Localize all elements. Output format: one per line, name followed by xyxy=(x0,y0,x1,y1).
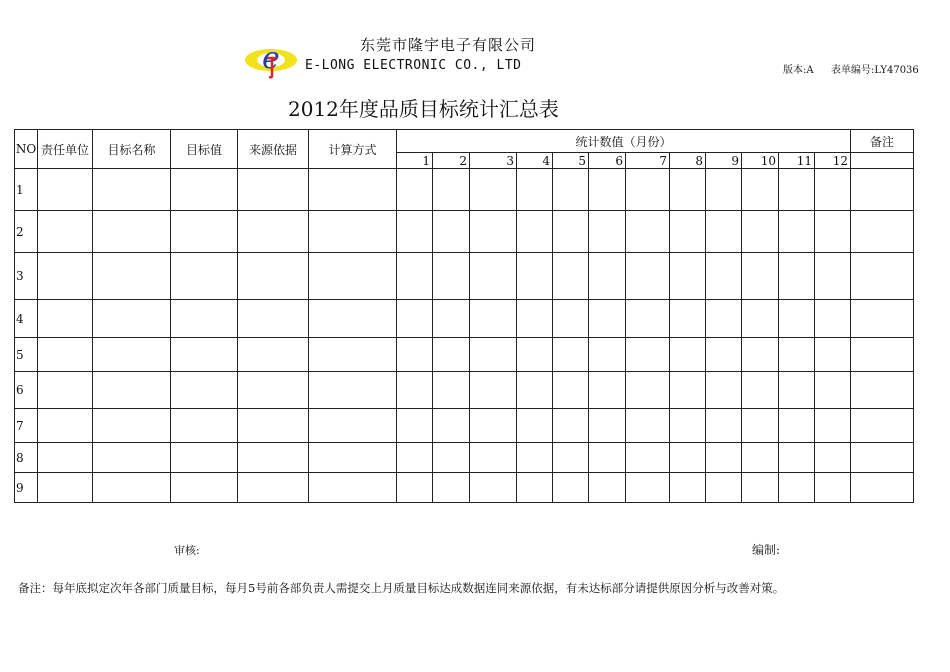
table-cell[interactable] xyxy=(38,211,93,253)
table-cell[interactable] xyxy=(309,169,397,211)
table-cell[interactable] xyxy=(779,372,815,409)
table-cell[interactable] xyxy=(815,211,851,253)
table-cell[interactable] xyxy=(397,211,433,253)
table-row xyxy=(15,443,914,473)
month-header: 5 xyxy=(553,153,589,169)
table-cell[interactable] xyxy=(553,443,589,473)
month-header: 7 xyxy=(626,153,670,169)
table-cell[interactable] xyxy=(93,169,171,211)
row-number: 4 xyxy=(15,300,38,338)
table-cell[interactable] xyxy=(670,211,706,253)
header-unit: 责任单位 xyxy=(38,130,93,169)
table-cell[interactable] xyxy=(815,372,851,409)
table-cell[interactable] xyxy=(470,253,517,300)
table-cell[interactable] xyxy=(397,372,433,409)
table-cell[interactable] xyxy=(742,169,779,211)
table-cell[interactable] xyxy=(470,443,517,473)
table-cell[interactable] xyxy=(309,473,397,503)
table-cell[interactable] xyxy=(589,443,626,473)
row-number: 1 xyxy=(15,169,38,211)
table-cell[interactable] xyxy=(553,409,589,443)
table-cell[interactable] xyxy=(706,211,742,253)
remark-subheader xyxy=(851,153,914,169)
header-target-name: 目标名称 xyxy=(93,130,171,169)
row-number: 8 xyxy=(15,443,38,473)
company-name-cn: 东莞市隆宇电子有限公司 xyxy=(360,36,537,54)
table-cell[interactable] xyxy=(589,211,626,253)
table-cell[interactable] xyxy=(433,372,470,409)
company-name-en: E-LONG ELECTRONIC CO., LTD xyxy=(305,58,522,73)
header-source: 来源依据 xyxy=(238,130,309,169)
table-cell[interactable] xyxy=(171,253,238,300)
month-header: 12 xyxy=(815,153,851,169)
month-header: 8 xyxy=(670,153,706,169)
table-cell[interactable] xyxy=(309,409,397,443)
table-cell[interactable] xyxy=(670,473,706,503)
table-cell[interactable] xyxy=(433,253,470,300)
table-cell[interactable] xyxy=(742,253,779,300)
logo-letter-icon: e xyxy=(262,41,280,76)
page-title: 2012年度品质目标统计汇总表 xyxy=(288,97,559,121)
table-cell[interactable] xyxy=(589,253,626,300)
table-cell[interactable] xyxy=(171,338,238,372)
table-cell[interactable] xyxy=(589,300,626,338)
header-no: NO xyxy=(15,130,38,169)
form-number: 表单编号:LY47036 xyxy=(831,65,919,76)
table-cell[interactable] xyxy=(670,169,706,211)
company-logo xyxy=(243,38,299,80)
table-cell[interactable] xyxy=(626,409,670,443)
table-cell[interactable] xyxy=(553,338,589,372)
table-cell[interactable] xyxy=(670,338,706,372)
table-cell[interactable] xyxy=(779,253,815,300)
table-cell[interactable] xyxy=(553,211,589,253)
table-cell[interactable] xyxy=(670,300,706,338)
table-cell[interactable] xyxy=(670,443,706,473)
table-cell[interactable] xyxy=(851,409,914,443)
month-header: 6 xyxy=(589,153,626,169)
table-cell[interactable] xyxy=(397,409,433,443)
table-cell[interactable] xyxy=(851,338,914,372)
table-cell[interactable] xyxy=(553,169,589,211)
table-cell[interactable] xyxy=(470,300,517,338)
table-cell[interactable] xyxy=(779,473,815,503)
table-cell[interactable] xyxy=(851,300,914,338)
table-row xyxy=(15,372,914,409)
table-cell[interactable] xyxy=(309,211,397,253)
table-cell[interactable] xyxy=(433,300,470,338)
table-cell[interactable] xyxy=(238,169,309,211)
footnote: 备注：每年底拟定次年各部门质量目标，每月5号前各部负责人需提交上月质量目标达成数据连同来源依据，有未达标部分请提供原因分析与改善对策。 xyxy=(18,581,785,595)
table-row xyxy=(15,338,914,372)
reviewer-label: 审核: xyxy=(174,544,200,557)
table-cell[interactable] xyxy=(93,409,171,443)
table-cell[interactable] xyxy=(93,211,171,253)
table-cell[interactable] xyxy=(553,372,589,409)
table-row xyxy=(15,409,914,443)
table-cell[interactable] xyxy=(397,169,433,211)
table-cell[interactable] xyxy=(517,169,553,211)
row-number: 5 xyxy=(15,338,38,372)
table-cell[interactable] xyxy=(706,253,742,300)
table-cell[interactable] xyxy=(779,169,815,211)
table-cell[interactable] xyxy=(38,169,93,211)
table-cell[interactable] xyxy=(517,443,553,473)
table-cell[interactable] xyxy=(553,300,589,338)
table-cell[interactable] xyxy=(706,338,742,372)
table-cell[interactable] xyxy=(309,300,397,338)
table-cell[interactable] xyxy=(93,253,171,300)
table-cell[interactable] xyxy=(779,409,815,443)
table-cell[interactable] xyxy=(38,409,93,443)
table-cell[interactable] xyxy=(742,300,779,338)
table-cell[interactable] xyxy=(626,372,670,409)
table-cell[interactable] xyxy=(93,300,171,338)
table-cell[interactable] xyxy=(670,372,706,409)
table-cell[interactable] xyxy=(309,253,397,300)
table-cell[interactable] xyxy=(171,300,238,338)
table-cell[interactable] xyxy=(309,338,397,372)
table-cell[interactable] xyxy=(742,211,779,253)
table-cell[interactable] xyxy=(470,473,517,503)
table-cell[interactable] xyxy=(38,253,93,300)
table-cell[interactable] xyxy=(433,211,470,253)
table-cell[interactable] xyxy=(93,372,171,409)
table-cell[interactable] xyxy=(38,372,93,409)
table-row xyxy=(15,211,914,253)
month-header: 2 xyxy=(433,153,470,169)
table-cell[interactable] xyxy=(470,409,517,443)
table-cell[interactable] xyxy=(626,211,670,253)
table-cell[interactable] xyxy=(238,473,309,503)
table-cell[interactable] xyxy=(517,409,553,443)
table-cell[interactable] xyxy=(517,372,553,409)
table-cell[interactable] xyxy=(238,338,309,372)
table-cell[interactable] xyxy=(38,338,93,372)
table-cell[interactable] xyxy=(815,473,851,503)
table-cell[interactable] xyxy=(553,253,589,300)
table-cell[interactable] xyxy=(851,211,914,253)
table-cell[interactable] xyxy=(238,253,309,300)
table-cell[interactable] xyxy=(815,253,851,300)
header-target-value: 目标值 xyxy=(171,130,238,169)
table-cell[interactable] xyxy=(706,372,742,409)
table-cell[interactable] xyxy=(171,169,238,211)
table-cell[interactable] xyxy=(706,300,742,338)
table-cell[interactable] xyxy=(171,409,238,443)
table-cell[interactable] xyxy=(433,473,470,503)
header-remark: 备注 xyxy=(851,130,914,153)
row-number: 6 xyxy=(15,372,38,409)
table-cell[interactable] xyxy=(626,169,670,211)
table-cell[interactable] xyxy=(589,473,626,503)
table-cell[interactable] xyxy=(851,443,914,473)
table-cell[interactable] xyxy=(517,473,553,503)
table-cell[interactable] xyxy=(779,443,815,473)
table-cell[interactable] xyxy=(779,211,815,253)
table-cell[interactable] xyxy=(815,443,851,473)
table-cell[interactable] xyxy=(706,409,742,443)
table-cell[interactable] xyxy=(433,169,470,211)
table-row xyxy=(15,253,914,300)
table-cell[interactable] xyxy=(851,372,914,409)
table-cell[interactable] xyxy=(38,300,93,338)
table-cell[interactable] xyxy=(779,338,815,372)
table-cell[interactable] xyxy=(238,443,309,473)
table-cell[interactable] xyxy=(517,300,553,338)
table-row xyxy=(15,300,914,338)
month-header: 4 xyxy=(517,153,553,169)
table-cell[interactable] xyxy=(470,372,517,409)
table-row xyxy=(15,473,914,503)
row-number: 7 xyxy=(15,409,38,443)
table-cell[interactable] xyxy=(626,253,670,300)
row-number: 3 xyxy=(15,253,38,300)
table-cell[interactable] xyxy=(171,372,238,409)
table-cell[interactable] xyxy=(470,211,517,253)
table-cell[interactable] xyxy=(171,443,238,473)
summary-table xyxy=(14,129,914,503)
table-cell[interactable] xyxy=(626,338,670,372)
table-cell[interactable] xyxy=(309,372,397,409)
table-cell[interactable] xyxy=(397,253,433,300)
row-number: 9 xyxy=(15,473,38,503)
table-cell[interactable] xyxy=(626,300,670,338)
table-cell[interactable] xyxy=(815,169,851,211)
table-cell[interactable] xyxy=(626,473,670,503)
table-cell[interactable] xyxy=(851,169,914,211)
month-header: 1 xyxy=(397,153,433,169)
row-number: 2 xyxy=(15,211,38,253)
month-header: 10 xyxy=(742,153,779,169)
table-cell[interactable] xyxy=(517,253,553,300)
table-cell[interactable] xyxy=(93,473,171,503)
table-cell[interactable] xyxy=(171,211,238,253)
table-cell[interactable] xyxy=(670,409,706,443)
table-cell[interactable] xyxy=(309,443,397,473)
header-calc: 计算方式 xyxy=(309,130,397,169)
table-cell[interactable] xyxy=(815,300,851,338)
table-cell[interactable] xyxy=(470,169,517,211)
table-cell[interactable] xyxy=(742,473,779,503)
table-cell[interactable] xyxy=(815,409,851,443)
month-header: 3 xyxy=(470,153,517,169)
table-cell[interactable] xyxy=(517,211,553,253)
month-header: 9 xyxy=(706,153,742,169)
table-cell[interactable] xyxy=(742,409,779,443)
table-cell[interactable] xyxy=(706,473,742,503)
month-header: 11 xyxy=(779,153,815,169)
table-cell[interactable] xyxy=(171,473,238,503)
table-cell[interactable] xyxy=(93,443,171,473)
table-cell[interactable] xyxy=(517,338,553,372)
table-cell[interactable] xyxy=(626,443,670,473)
table-cell[interactable] xyxy=(670,253,706,300)
table-cell[interactable] xyxy=(93,338,171,372)
header-stats: 统计数值（月份） xyxy=(397,130,851,153)
table-cell[interactable] xyxy=(238,409,309,443)
table-cell[interactable] xyxy=(397,300,433,338)
table-cell[interactable] xyxy=(397,338,433,372)
editor-label: 编制: xyxy=(752,543,781,557)
table-cell[interactable] xyxy=(742,338,779,372)
table-cell[interactable] xyxy=(38,473,93,503)
table-cell[interactable] xyxy=(851,253,914,300)
table-cell[interactable] xyxy=(706,169,742,211)
table-cell[interactable] xyxy=(589,338,626,372)
table-cell[interactable] xyxy=(397,443,433,473)
table-cell[interactable] xyxy=(397,473,433,503)
table-cell[interactable] xyxy=(238,211,309,253)
table-row xyxy=(15,169,914,211)
table-cell[interactable] xyxy=(589,372,626,409)
table-cell[interactable] xyxy=(238,300,309,338)
table-cell[interactable] xyxy=(238,372,309,409)
table-cell[interactable] xyxy=(470,338,517,372)
table-cell[interactable] xyxy=(433,409,470,443)
table-cell[interactable] xyxy=(433,338,470,372)
table-cell[interactable] xyxy=(38,443,93,473)
table-cell[interactable] xyxy=(815,338,851,372)
table-cell[interactable] xyxy=(851,473,914,503)
table-cell[interactable] xyxy=(433,443,470,473)
table-cell[interactable] xyxy=(589,169,626,211)
table-cell[interactable] xyxy=(779,300,815,338)
table-cell[interactable] xyxy=(742,372,779,409)
table-cell[interactable] xyxy=(553,473,589,503)
table-cell[interactable] xyxy=(706,443,742,473)
version-label: 版本:A xyxy=(783,65,814,76)
table-cell[interactable] xyxy=(589,409,626,443)
table-cell[interactable] xyxy=(742,443,779,473)
